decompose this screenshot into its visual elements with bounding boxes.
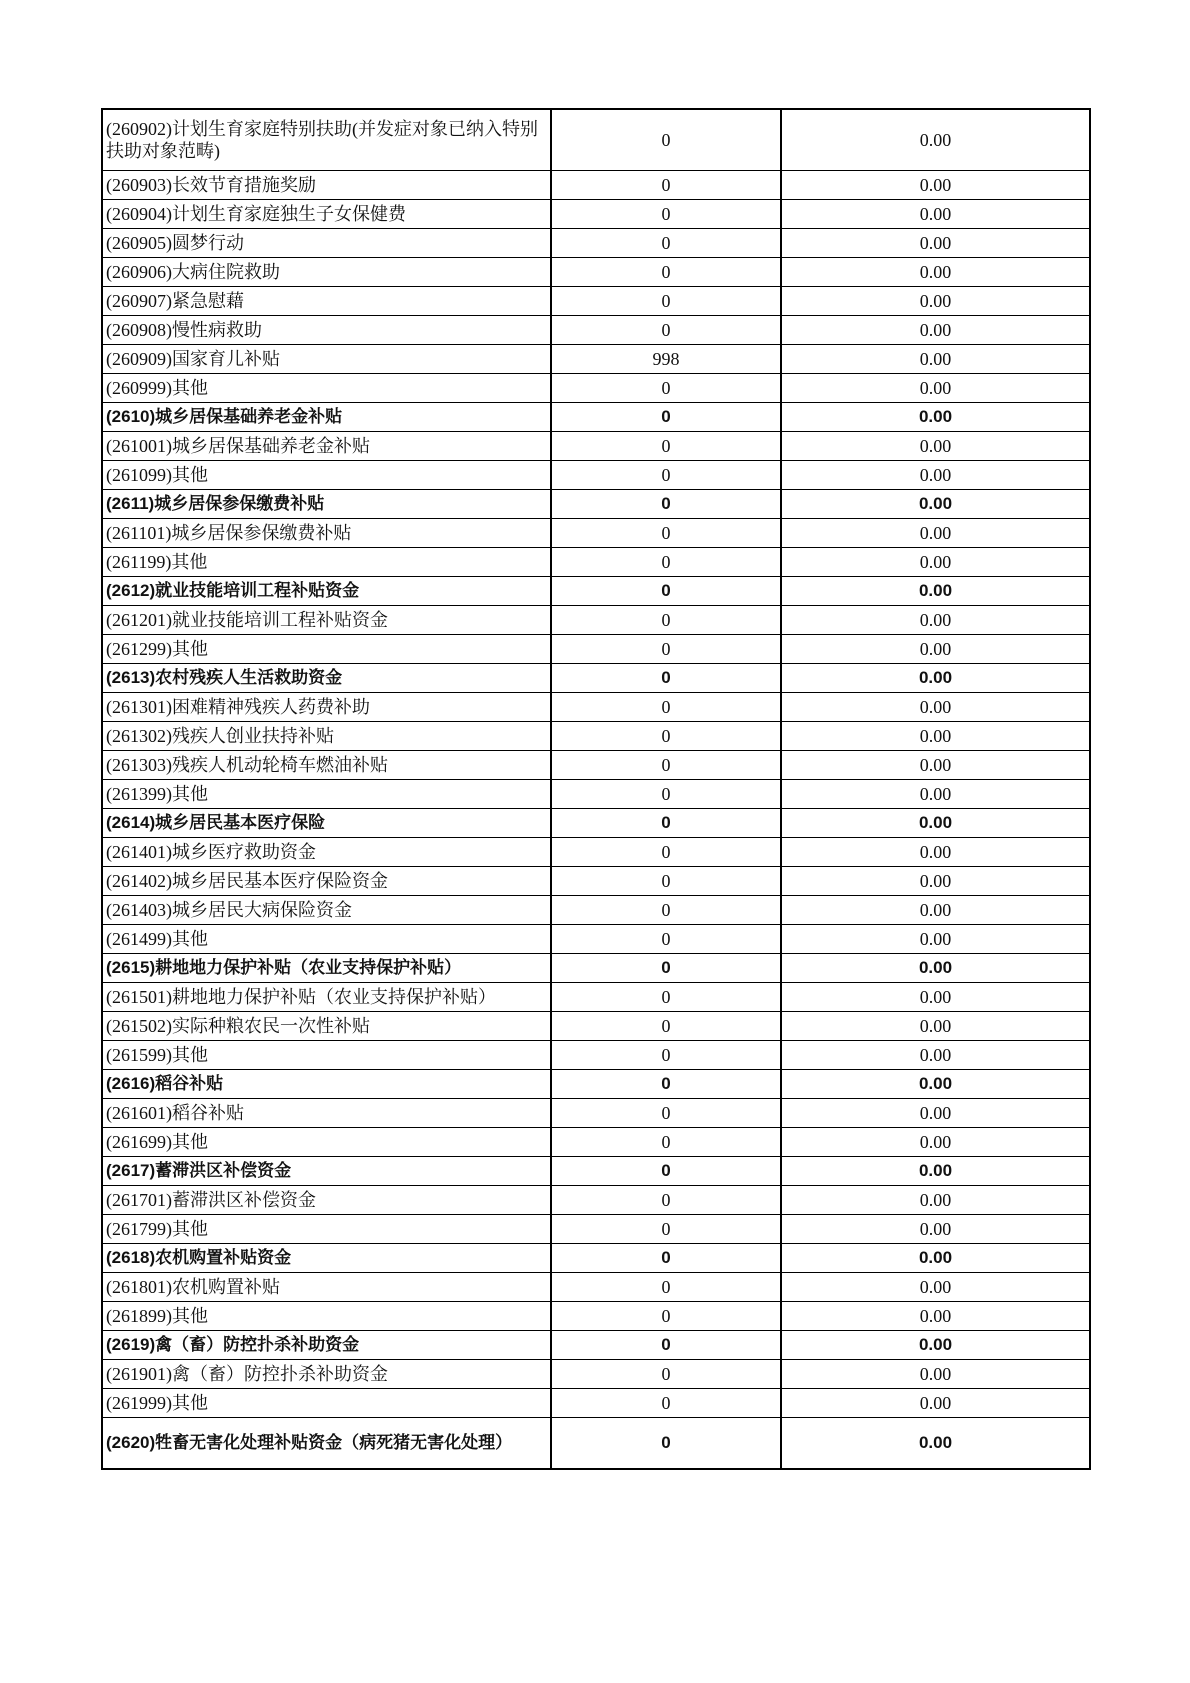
amount-cell: 0.00	[781, 896, 1090, 925]
amount-cell: 0.00	[781, 693, 1090, 722]
count-cell: 0	[551, 925, 781, 954]
count-cell: 0	[551, 1012, 781, 1041]
table-row	[102, 635, 1090, 664]
count-cell: 998	[551, 345, 781, 374]
amount-cell: 0.00	[781, 606, 1090, 635]
item-name-cell: (261001)城乡居保基础养老金补贴	[102, 432, 551, 461]
table-body	[102, 109, 1090, 1469]
amount-cell: 0.00	[781, 374, 1090, 403]
table-row	[102, 1099, 1090, 1128]
amount-cell: 0.00	[781, 1360, 1090, 1389]
item-name-cell: (2615)耕地地力保护补贴（农业支持保护补贴）	[102, 954, 551, 983]
count-cell: 0	[551, 1070, 781, 1099]
count-cell: 0	[551, 1273, 781, 1302]
item-name-cell: (260907)紧急慰藉	[102, 287, 551, 316]
table-row	[102, 693, 1090, 722]
table-row	[102, 1273, 1090, 1302]
table-row	[102, 606, 1090, 635]
count-cell: 0	[551, 109, 781, 171]
amount-cell: 0.00	[781, 925, 1090, 954]
table-row	[102, 519, 1090, 548]
amount-cell: 0.00	[781, 109, 1090, 171]
amount-cell: 0.00	[781, 1041, 1090, 1070]
count-cell: 0	[551, 1302, 781, 1331]
item-name-cell: (260902)计划生育家庭特别扶助(并发症对象已纳入特别扶助对象范畴)	[102, 109, 551, 171]
item-name-cell: (2617)蓄滞洪区补偿资金	[102, 1157, 551, 1186]
item-name-cell: (261403)城乡居民大病保险资金	[102, 896, 551, 925]
table-row	[102, 461, 1090, 490]
amount-cell: 0.00	[781, 809, 1090, 838]
count-cell: 0	[551, 722, 781, 751]
amount-cell: 0.00	[781, 867, 1090, 896]
table-row	[102, 374, 1090, 403]
amount-cell: 0.00	[781, 1157, 1090, 1186]
table-row	[102, 780, 1090, 809]
count-cell: 0	[551, 896, 781, 925]
amount-cell: 0.00	[781, 432, 1090, 461]
category-row	[102, 403, 1090, 432]
category-row	[102, 664, 1090, 693]
category-row	[102, 954, 1090, 983]
amount-cell: 0.00	[781, 287, 1090, 316]
count-cell: 0	[551, 171, 781, 200]
amount-cell: 0.00	[781, 258, 1090, 287]
count-cell: 0	[551, 1244, 781, 1273]
count-cell: 0	[551, 1418, 781, 1470]
count-cell: 0	[551, 780, 781, 809]
amount-cell: 0.00	[781, 316, 1090, 345]
amount-cell: 0.00	[781, 1273, 1090, 1302]
table-row	[102, 896, 1090, 925]
amount-cell: 0.00	[781, 1215, 1090, 1244]
amount-cell: 0.00	[781, 1099, 1090, 1128]
item-name-cell: (2620)牲畜无害化处理补贴资金（病死猪无害化处理）	[102, 1418, 551, 1470]
count-cell: 0	[551, 809, 781, 838]
amount-cell: 0.00	[781, 519, 1090, 548]
count-cell: 0	[551, 287, 781, 316]
count-cell: 0	[551, 519, 781, 548]
amount-cell: 0.00	[781, 780, 1090, 809]
item-name-cell: (2619)禽（畜）防控扑杀补助资金	[102, 1331, 551, 1360]
table-row	[102, 751, 1090, 780]
count-cell: 0	[551, 316, 781, 345]
item-name-cell: (260999)其他	[102, 374, 551, 403]
count-cell: 0	[551, 577, 781, 606]
amount-cell: 0.00	[781, 200, 1090, 229]
table-row	[102, 316, 1090, 345]
item-name-cell: (261501)耕地地力保护补贴（农业支持保护补贴）	[102, 983, 551, 1012]
table-row	[102, 1041, 1090, 1070]
count-cell: 0	[551, 1186, 781, 1215]
amount-cell: 0.00	[781, 838, 1090, 867]
table-row	[102, 1186, 1090, 1215]
item-name-cell: (261599)其他	[102, 1041, 551, 1070]
item-name-cell: (261101)城乡居保参保缴费补贴	[102, 519, 551, 548]
count-cell: 0	[551, 1041, 781, 1070]
item-name-cell: (2613)农村残疾人生活救助资金	[102, 664, 551, 693]
item-name-cell: (2618)农机购置补贴资金	[102, 1244, 551, 1273]
category-row	[102, 577, 1090, 606]
item-name-cell: (261701)蓄滞洪区补偿资金	[102, 1186, 551, 1215]
count-cell: 0	[551, 1389, 781, 1418]
amount-cell: 0.00	[781, 751, 1090, 780]
table-row	[102, 345, 1090, 374]
count-cell: 0	[551, 693, 781, 722]
count-cell: 0	[551, 229, 781, 258]
amount-cell: 0.00	[781, 664, 1090, 693]
table-row	[102, 200, 1090, 229]
item-name-cell: (260904)计划生育家庭独生子女保健费	[102, 200, 551, 229]
count-cell: 0	[551, 403, 781, 432]
category-row	[102, 1331, 1090, 1360]
item-name-cell: (261199)其他	[102, 548, 551, 577]
count-cell: 0	[551, 635, 781, 664]
item-name-cell: (261299)其他	[102, 635, 551, 664]
table-row	[102, 229, 1090, 258]
subsidy-table	[101, 108, 1091, 1470]
table-row	[102, 1302, 1090, 1331]
amount-cell: 0.00	[781, 1186, 1090, 1215]
count-cell: 0	[551, 867, 781, 896]
item-name-cell: (2611)城乡居保参保缴费补贴	[102, 490, 551, 519]
item-name-cell: (261302)残疾人创业扶持补贴	[102, 722, 551, 751]
amount-cell: 0.00	[781, 1418, 1090, 1470]
count-cell: 0	[551, 490, 781, 519]
count-cell: 0	[551, 983, 781, 1012]
item-name-cell: (261399)其他	[102, 780, 551, 809]
category-row	[102, 1157, 1090, 1186]
item-name-cell: (261499)其他	[102, 925, 551, 954]
category-row	[102, 1244, 1090, 1273]
item-name-cell: (261601)稻谷补贴	[102, 1099, 551, 1128]
item-name-cell: (261901)禽（畜）防控扑杀补助资金	[102, 1360, 551, 1389]
item-name-cell: (260906)大病住院救助	[102, 258, 551, 287]
count-cell: 0	[551, 548, 781, 577]
item-name-cell: (2616)稻谷补贴	[102, 1070, 551, 1099]
item-name-cell: (261502)实际种粮农民一次性补贴	[102, 1012, 551, 1041]
item-name-cell: (2610)城乡居保基础养老金补贴	[102, 403, 551, 432]
item-name-cell: (260908)慢性病救助	[102, 316, 551, 345]
item-name-cell: (260909)国家育儿补贴	[102, 345, 551, 374]
amount-cell: 0.00	[781, 577, 1090, 606]
table-row	[102, 258, 1090, 287]
amount-cell: 0.00	[781, 954, 1090, 983]
count-cell: 0	[551, 1215, 781, 1244]
count-cell: 0	[551, 751, 781, 780]
table-row	[102, 1128, 1090, 1157]
amount-cell: 0.00	[781, 1389, 1090, 1418]
item-name-cell: (261099)其他	[102, 461, 551, 490]
item-name-cell: (261799)其他	[102, 1215, 551, 1244]
amount-cell: 0.00	[781, 490, 1090, 519]
category-row	[102, 1418, 1090, 1470]
count-cell: 0	[551, 1099, 781, 1128]
table-row	[102, 925, 1090, 954]
table-row	[102, 287, 1090, 316]
amount-cell: 0.00	[781, 983, 1090, 1012]
table-row	[102, 838, 1090, 867]
table-row	[102, 1215, 1090, 1244]
amount-cell: 0.00	[781, 1302, 1090, 1331]
count-cell: 0	[551, 374, 781, 403]
table-row	[102, 1360, 1090, 1389]
table-row	[102, 432, 1090, 461]
table-row	[102, 722, 1090, 751]
amount-cell: 0.00	[781, 1012, 1090, 1041]
amount-cell: 0.00	[781, 548, 1090, 577]
amount-cell: 0.00	[781, 171, 1090, 200]
count-cell: 0	[551, 461, 781, 490]
amount-cell: 0.00	[781, 1244, 1090, 1273]
amount-cell: 0.00	[781, 345, 1090, 374]
item-name-cell: (260905)圆梦行动	[102, 229, 551, 258]
count-cell: 0	[551, 1157, 781, 1186]
category-row	[102, 809, 1090, 838]
count-cell: 0	[551, 258, 781, 287]
category-row	[102, 1070, 1090, 1099]
count-cell: 0	[551, 606, 781, 635]
table-row	[102, 171, 1090, 200]
table-row	[102, 1012, 1090, 1041]
item-name-cell: (261699)其他	[102, 1128, 551, 1157]
count-cell: 0	[551, 838, 781, 867]
count-cell: 0	[551, 432, 781, 461]
item-name-cell: (261201)就业技能培训工程补贴资金	[102, 606, 551, 635]
amount-cell: 0.00	[781, 461, 1090, 490]
count-cell: 0	[551, 664, 781, 693]
table-row	[102, 548, 1090, 577]
table-row	[102, 983, 1090, 1012]
count-cell: 0	[551, 954, 781, 983]
table-row	[102, 867, 1090, 896]
count-cell: 0	[551, 200, 781, 229]
count-cell: 0	[551, 1360, 781, 1389]
item-name-cell: (261899)其他	[102, 1302, 551, 1331]
amount-cell: 0.00	[781, 1331, 1090, 1360]
amount-cell: 0.00	[781, 229, 1090, 258]
amount-cell: 0.00	[781, 722, 1090, 751]
amount-cell: 0.00	[781, 1070, 1090, 1099]
item-name-cell: (261401)城乡医疗救助资金	[102, 838, 551, 867]
item-name-cell: (261402)城乡居民基本医疗保险资金	[102, 867, 551, 896]
amount-cell: 0.00	[781, 635, 1090, 664]
category-row	[102, 490, 1090, 519]
count-cell: 0	[551, 1331, 781, 1360]
item-name-cell: (261301)困难精神残疾人药费补助	[102, 693, 551, 722]
item-name-cell: (261303)残疾人机动轮椅车燃油补贴	[102, 751, 551, 780]
amount-cell: 0.00	[781, 1128, 1090, 1157]
count-cell: 0	[551, 1128, 781, 1157]
item-name-cell: (260903)长效节育措施奖励	[102, 171, 551, 200]
item-name-cell: (2612)就业技能培训工程补贴资金	[102, 577, 551, 606]
table-row	[102, 1389, 1090, 1418]
item-name-cell: (2614)城乡居民基本医疗保险	[102, 809, 551, 838]
item-name-cell: (261999)其他	[102, 1389, 551, 1418]
table-row	[102, 109, 1090, 171]
item-name-cell: (261801)农机购置补贴	[102, 1273, 551, 1302]
amount-cell: 0.00	[781, 403, 1090, 432]
